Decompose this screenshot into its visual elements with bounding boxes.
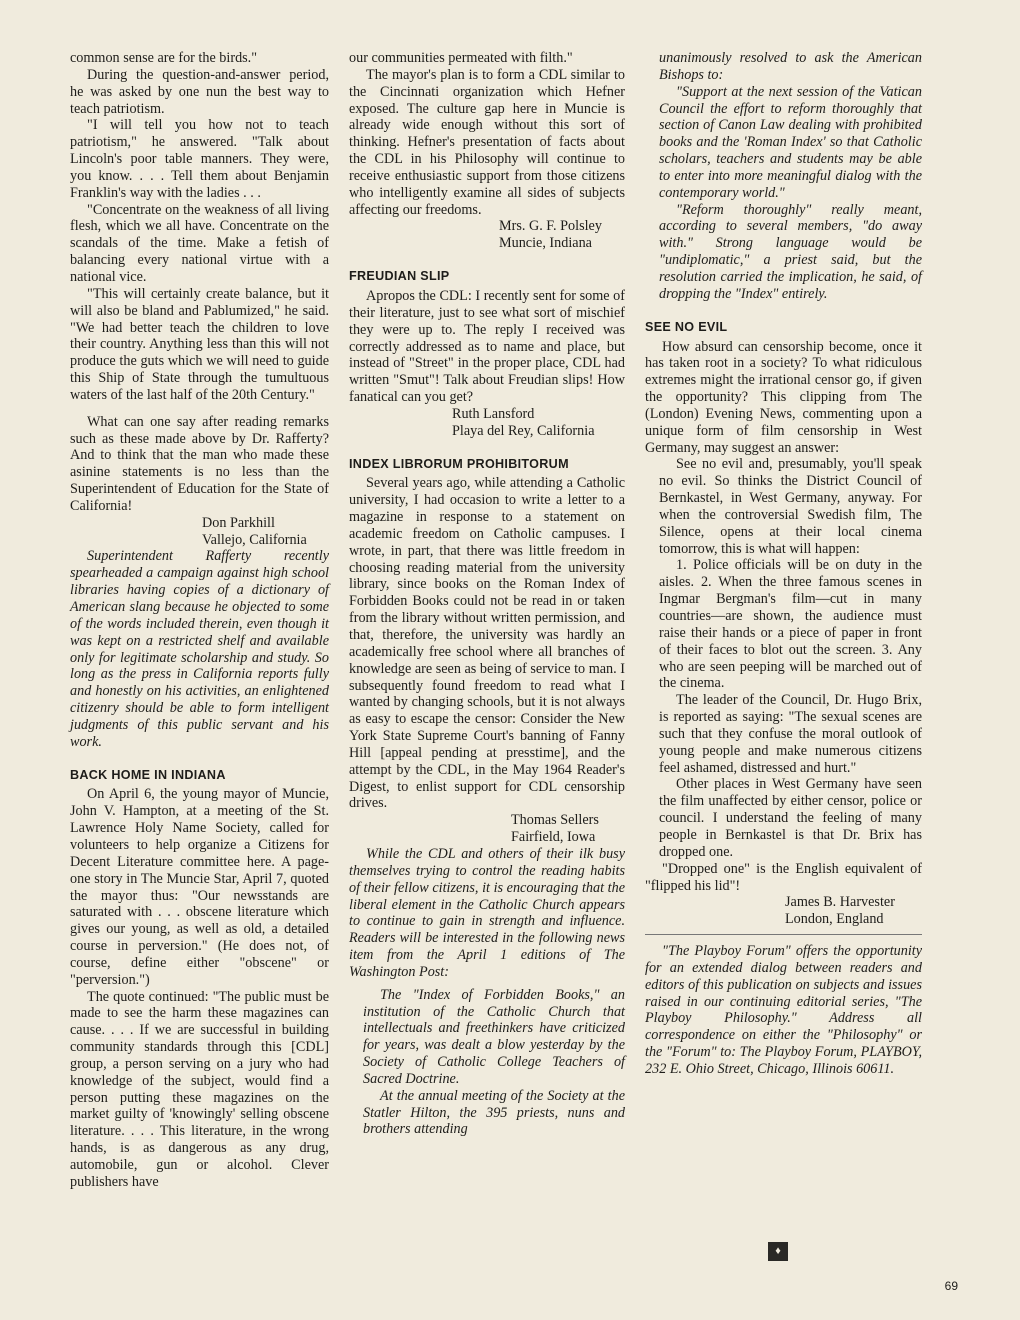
column-1	[70, 50, 329, 1191]
signature-name: Thomas Sellers	[511, 812, 599, 829]
paragraph: What can one say after reading remarks such as these made above by Dr. Rafferty? And to think that the man who made these asinine statements is no less than the Superintendent of Education for the State of California!	[70, 413, 329, 514]
section-heading: BACK HOME IN INDIANA	[70, 767, 226, 782]
signature	[349, 218, 625, 252]
signature-place: Vallejo, California	[202, 531, 307, 548]
signature	[70, 515, 329, 549]
signature-name: Don Parkhill	[202, 514, 275, 531]
paragraph: "Concentrate on the weakness of all living flesh, which we all have. Concentrate on the scandals of the time. Make a fetish of balancing every national virtue with a national vice.	[70, 201, 329, 285]
signature	[349, 812, 625, 846]
paragraph: common sense are for the birds."	[70, 50, 258, 66]
quote-paragraph: "Support at the next session of the Vatican Council the effort to reform thoroughly that section of Canon Law dealing with prohibited books and the 'Roman Index' so that Catholic scholars, teachers and students may be able to enter into more meaningful dialog with the contemporary world."	[659, 83, 922, 201]
signature-name: James B. Harvester	[785, 894, 895, 911]
paragraph: The quote continued: "The public must be made to see the harm these magazines can cause. . . . If we are successful in building community standards through this [CDL] group, a person serving on a jury who had knowledge of the subject, would find a person putting these magazines on the market guilty of 'knowingly' selling obscene literature. . . . This literature, in the wrong hands, is as dangerous as any drug, automobile, gun or alcohol. Clever publishers have	[70, 988, 329, 1190]
paragraph: On April 6, the young mayor of Muncie, John V. Hampton, at a meeting of the St. Lawrence Holy Name Society, called for volunteers to help organize a Citizens for Decent Literature committee here. A page-one story in The Muncie Star, April 7, quoted the mayor thus: "Our newsstands are saturated with . . . obscene literature which gives our young, as well as old, a detailed course in perversion." (He does not, of course, define either "obscene" or "perversion.")	[70, 786, 329, 988]
signature-place: Fairfield, Iowa	[511, 829, 596, 846]
paragraph: "I will tell you how not to teach patriotism," he answered. "Talk about Lincoln's poor table manners. They were, you know. . . . Tell them about Benjamin Franklin's way with the ladies . . .	[70, 117, 329, 201]
quote-paragraph: The "Index of Forbidden Books," an institution of the Catholic Church that intellectuals and freethinkers have criticized for years, was dealt a blow yesterday by the Society of Catholic College Teachers of Sacred Doctrine.	[363, 986, 625, 1087]
section-heading: SEE NO EVIL	[645, 319, 728, 334]
quote-paragraph: Other places in West Germany have seen the film unaffected by either censor, police or council. I understand the feeling of many people in Bernkastel is that Dr. Brix has dropped one.	[659, 776, 922, 860]
paragraph: Apropos the CDL: I recently sent for some of their literature, just to see what sort of mischief they were up to. The reply I received was correctly addressed as to name and place, but instead of "Street" in the proper place, CDL had written "Smut"! Talk about Freudian slips! How fanatical can you get?	[349, 287, 625, 406]
forum-note: "The Playboy Forum" offers the opportunity for an extended dialog between readers and editors of this publication on subjects and issues raised in our continuing editorial series, "The Playboy Philosophy." Address all correspondence on either the "Philosophy" or the "Forum" to: The Playboy Forum, PLAYBOY, 232 E. Ohio Street, Chicago, Illinois 60611.	[645, 943, 922, 1077]
signature-name: Ruth Lansford	[452, 405, 535, 422]
section-heading: FREUDIAN SLIP	[349, 269, 450, 284]
news-quote	[659, 50, 922, 303]
quote-paragraph: See no evil and, presumably, you'll speak no evil. So thinks the District Council of Bernkastel, in West Germany, anyway. For when the controversial Swedish film, The Silence, opens at their local cinema tomorrow, this is what will happen:	[659, 456, 922, 557]
paragraph: our communities permeated with filth."	[349, 50, 573, 66]
column-3	[645, 50, 922, 1078]
divider	[645, 934, 922, 935]
paragraph: How absurd can censorship become, once it has taken root in a society? To what ridiculous extremes might the irrational censor go, if given the opportunity? This clipping from The (London) Evening News, commenting upon a unique form of film censorship in West Germany, may suggest an answer:	[645, 338, 922, 456]
page-number: 69	[944, 1279, 958, 1293]
paragraph: Several years ago, while attending a Catholic university, I had occasion to write a letter to a magazine in response to a statement on academic freedom on Catholic campuses. I wrote, in part, that there was little freedom in choosing reading material from the university library, since books on the Roman Index of Forbidden Books could not be read in or taken from the library without written permission, and that, therefore, the university was hardly an academically free school where all branches of knowledge are seen as being of service to man. I subsequently found freedom to read what I wanted by changing schools, but it is not always as easy to escape the censor: Consider the New York State Supreme Court's banning of Fanny Hill [appeal pending at presstime], and the attempt by the CDL, in the May 1964 Reader's Digest, to enlist support for CDL censorship drives.	[349, 475, 625, 812]
quote-paragraph: 1. Police officials will be on duty in the aisles. 2. When the three famous scenes in Ingmar Bergman's film—cut in many countries—are shown, the audience must raise their hands or a piece of paper in front of their faces to blot out the screen. 3. Any who are seen peeping will be marched out of the cinema.	[659, 557, 922, 692]
news-clipping	[659, 456, 922, 860]
editor-reply: While the CDL and others of their ilk busy themselves trying to control the reading habits of their fellow citizens, it is encouraging that the liberal element in the Catholic Church appears to continue to gain in strength and influence. Readers will be interested in the following news item from the April 1 editions of The Washington Post:	[349, 845, 625, 980]
signature-place: London, England	[785, 911, 884, 928]
quote-paragraph: The leader of the Council, Dr. Hugo Brix, is reported as saying: "The sexual scenes are such that they confuse the moral outlook of young people and make numerous citizens feel ashamed, distressed and hurt."	[659, 692, 922, 776]
signature	[645, 894, 922, 928]
paragraph: The mayor's plan is to form a CDL similar to the Cincinnati organization which Hefner exposed. The culture gap here in Muncie is already wide enough without this sort of thinking. Hefner's presentation of facts about the CDL in his Philosophy will continue to receive enthusiastic support from those citizens who intelligently examine all sides of subjects affecting our freedoms.	[349, 66, 625, 218]
editor-reply: Superintendent Rafferty recently spearheaded a campaign against high school libraries having copies of a dictionary of American slang because he objected to some of the words included therein, even though it was kept on a restricted shelf and available only for legitimate scholarship and study. So long as the press in California reports fully and honestly on his activities, an enlightened citizenry should be able to form intelligent judgments of this public servant and his work.	[70, 548, 329, 750]
signature-place: Playa del Rey, California	[452, 422, 595, 439]
quote-paragraph: "Reform thoroughly" really meant, according to several members, "do away with." Strong language would be "undiplomatic," a priest said, but the resolution carried the implication, he said, of dropping the "Index" entirely.	[659, 201, 922, 302]
paragraph: "This will certainly create balance, but it will also be bland and Pablumized," he said. "We had better teach the children to love their country. Anything less than this will not produce the guts which we will need to guide this Ship of State through the tumultuous waters of the last half of the 20th Century."	[70, 285, 329, 403]
signature	[349, 406, 625, 440]
column-2	[349, 50, 625, 1138]
news-quote	[363, 987, 625, 1139]
paragraph: During the question-and-answer period, he was asked by one nun the best way to teach patriotism.	[70, 66, 329, 117]
quote-paragraph: unanimously resolved to ask the American Bishops to:	[659, 50, 922, 83]
signature-name: Mrs. G. F. Polsley	[499, 218, 602, 235]
paragraph: "Dropped one" is the English equivalent of "flipped his lid"!	[645, 860, 922, 894]
quote-paragraph: At the annual meeting of the Society at the Statler Hilton, the 395 priests, nuns and brothers attending	[363, 1087, 625, 1138]
signature-place: Muncie, Indiana	[499, 235, 592, 252]
rabbit-logo-icon: ♦	[768, 1242, 788, 1261]
section-heading: INDEX LIBRORUM PROHIBITORUM	[349, 456, 569, 471]
